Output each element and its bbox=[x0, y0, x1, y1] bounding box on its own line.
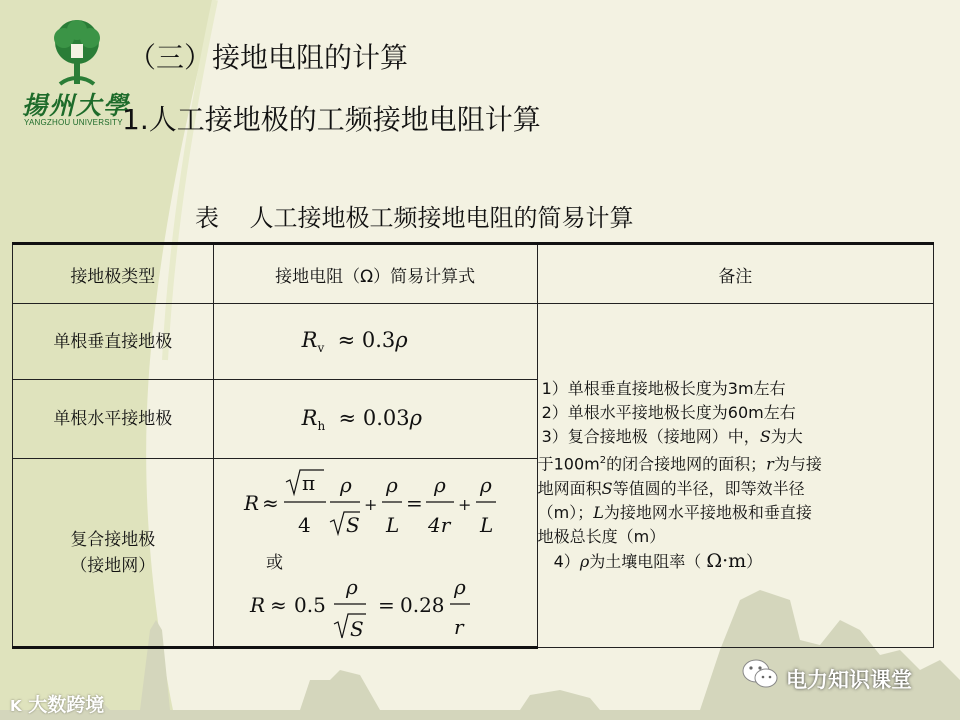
type-horizontal: 单根水平接地极 bbox=[13, 380, 214, 459]
svg-text:ρ: ρ bbox=[433, 472, 446, 497]
svg-text:0.28: 0.28 bbox=[399, 592, 445, 617]
svg-text:π: π bbox=[301, 470, 315, 495]
svg-text:≈: ≈ bbox=[261, 490, 279, 515]
svg-text:=: = bbox=[377, 592, 395, 617]
table-row bbox=[13, 304, 934, 380]
remark-3-cont-3: （m）；L为接地网水平接地极和垂直接 bbox=[537, 502, 812, 522]
svg-text:r: r bbox=[453, 614, 464, 639]
svg-text:+: + bbox=[457, 494, 472, 514]
svg-text:ρ: ρ bbox=[385, 472, 398, 497]
remarks-cell bbox=[537, 304, 933, 648]
formula-horizontal: $R_h \approx 0.03\rho$ bbox=[213, 380, 537, 459]
watermark-right: 电力知识课堂 bbox=[786, 668, 912, 692]
formula-var: R bbox=[301, 328, 318, 352]
wechat-icon bbox=[740, 656, 780, 692]
subsection-title: 1.人工接地极的工频接地电阻计算 bbox=[122, 103, 541, 136]
remark-1: 1）单根垂直接地极长度为3m左右 bbox=[541, 379, 786, 399]
svg-text:ρ: ρ bbox=[345, 574, 358, 599]
remark-2: 2）单根水平接地极长度为60m左右 bbox=[541, 403, 796, 423]
brand-logo-icon: K bbox=[10, 697, 22, 715]
svg-text:S: S bbox=[345, 512, 360, 537]
svg-text:0.5: 0.5 bbox=[293, 592, 326, 617]
section-title: （三）接地电阻的计算 bbox=[128, 41, 409, 74]
table-caption: 表 人工接地极工频接地电阻的简易计算 bbox=[195, 204, 634, 232]
header-type: 接地极类型 bbox=[13, 244, 214, 304]
svg-text:R: R bbox=[243, 490, 259, 515]
remark-3-cont-2: 地网面积S等值圆的半径，即等效半径 bbox=[537, 478, 805, 498]
formula-sub: v bbox=[317, 341, 325, 355]
svg-text:R: R bbox=[249, 592, 265, 617]
svg-text:ρ: ρ bbox=[339, 472, 352, 497]
logo-chinese-name: 揚州大學 bbox=[22, 91, 131, 120]
svg-text:+: + bbox=[363, 494, 378, 514]
remark-4: 4）ρ为土壤电阻率（ Ω·m） bbox=[553, 549, 763, 572]
tree-emblem-icon bbox=[46, 18, 108, 94]
university-logo bbox=[18, 18, 138, 133]
resistance-table bbox=[12, 242, 934, 649]
svg-text:ρ: ρ bbox=[479, 472, 492, 497]
svg-text:ρ: ρ bbox=[453, 574, 466, 599]
formula-rho: ρ bbox=[395, 328, 408, 352]
header-formula: 接地电阻（Ω）简易计算式 bbox=[213, 244, 537, 304]
svg-text:L: L bbox=[479, 512, 493, 537]
remark-3: 3）复合接地极（接地网）中，S为大 bbox=[541, 427, 803, 447]
svg-text:4r: 4r bbox=[427, 512, 450, 537]
header-remarks: 备注 bbox=[537, 244, 933, 304]
remark-3-cont-4: 地极总长度（m） bbox=[537, 526, 666, 546]
formula-approx: ≈ bbox=[337, 328, 356, 352]
svg-text:4: 4 bbox=[297, 512, 311, 537]
composite-formula-graphic bbox=[214, 460, 536, 646]
svg-text:S: S bbox=[349, 616, 364, 641]
svg-text:L: L bbox=[385, 512, 399, 537]
svg-text:或: 或 bbox=[265, 552, 283, 573]
logo-english-name: YANGZHOU UNIVERSITY bbox=[24, 118, 123, 127]
table-header-row bbox=[13, 244, 934, 304]
formula-vertical bbox=[213, 304, 537, 380]
watermark-left: K 大数跨境 bbox=[10, 694, 105, 716]
formula-value: 0.3 bbox=[361, 328, 396, 352]
type-vertical: 单根垂直接地极 bbox=[13, 304, 214, 380]
type-composite: 复合接地极 （接地网） bbox=[13, 459, 214, 648]
svg-text:≈: ≈ bbox=[269, 592, 287, 617]
svg-text:=: = bbox=[405, 490, 423, 515]
formula-composite bbox=[213, 459, 537, 648]
remark-3-cont-1: 于$100m^2$的闭合接地网的面积；r为与接 bbox=[537, 454, 822, 474]
